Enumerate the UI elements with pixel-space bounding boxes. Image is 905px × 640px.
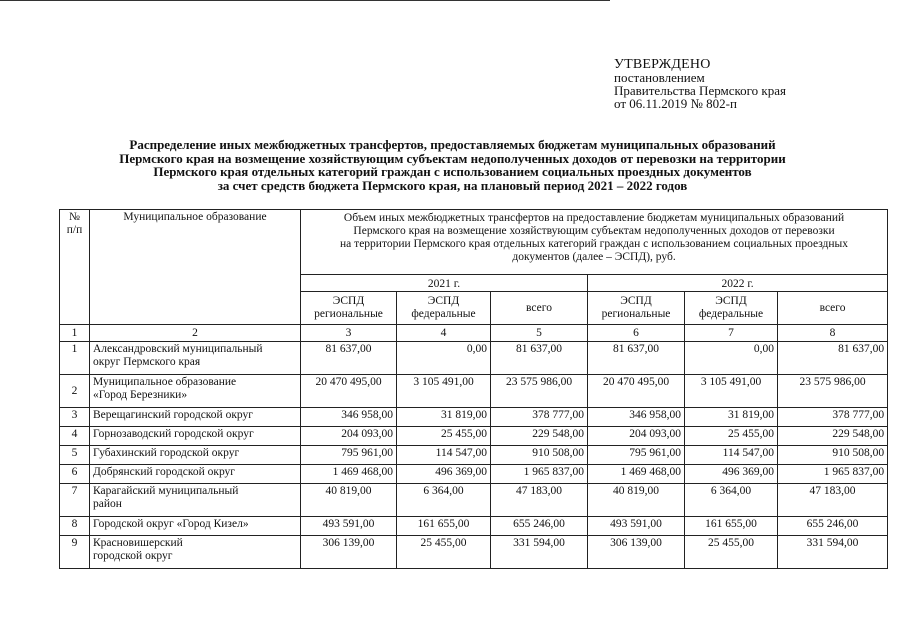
row-municipality: Горнозаводский городской округ xyxy=(90,427,301,446)
cell-2021-total: 910 508,00 xyxy=(491,446,588,465)
cell-2021-regional: 81 637,00 xyxy=(301,342,397,375)
table-row xyxy=(60,536,888,569)
header-volume-line-1: Объем иных межбюджетных трансфертов на предоставление бюджетам муниципальных образований xyxy=(343,212,845,224)
cell-2022-regional: 1 469 468,00 xyxy=(588,465,685,484)
row-municipality xyxy=(90,484,301,517)
cell-2022-total: 229 548,00 xyxy=(778,427,888,446)
header-num xyxy=(60,210,90,325)
row-municipality xyxy=(90,342,301,375)
table-row xyxy=(60,517,888,536)
approval-line-1: постановлением xyxy=(614,70,705,85)
cell-2022-federal: 6 364,00 xyxy=(685,484,778,517)
column-number: 6 xyxy=(588,325,685,342)
column-number: 8 xyxy=(778,325,888,342)
header-2022-regional-line-1: ЭСПД xyxy=(620,295,652,307)
row-number: 5 xyxy=(60,446,90,465)
header-2022-regional xyxy=(588,292,685,325)
table-row xyxy=(60,375,888,408)
row-number: 4 xyxy=(60,427,90,446)
cell-2021-federal: 114 547,00 xyxy=(397,446,491,465)
header-2021-federal-line-2: федеральные xyxy=(411,308,476,320)
row-number: 3 xyxy=(60,408,90,427)
header-2021-federal-line-1: ЭСПД xyxy=(427,295,460,307)
transfers-table xyxy=(59,209,888,569)
title-line-4: за счет средств бюджета Пермского края, на плановый период 2021 – 2022 годов xyxy=(217,177,688,193)
cell-2021-regional: 40 819,00 xyxy=(301,484,397,517)
cell-2021-regional: 306 139,00 xyxy=(301,536,397,569)
header-year-2022: 2022 г. xyxy=(588,275,888,292)
column-number: 3 xyxy=(301,325,397,342)
header-2022-federal-line-1: ЭСПД xyxy=(715,295,747,307)
row-municipality-line-1: Красновишерский xyxy=(93,537,183,549)
approval-block xyxy=(614,58,786,110)
row-number: 2 xyxy=(60,375,90,408)
approval-head: УТВЕРЖДЕНО xyxy=(614,57,711,72)
cell-2021-regional: 493 591,00 xyxy=(301,517,397,536)
row-number: 6 xyxy=(60,465,90,484)
cell-2022-regional: 204 093,00 xyxy=(588,427,685,446)
header-volume-line-3: на территории Пермского края отдельных категорий граждан с использованием социальных проездных xyxy=(340,238,849,250)
cell-2022-total: 655 246,00 xyxy=(778,517,888,536)
cell-2022-federal: 161 655,00 xyxy=(685,517,778,536)
header-2021-regional-line-1: ЭСПД xyxy=(332,295,365,307)
table-row xyxy=(60,427,888,446)
row-number: 7 xyxy=(60,484,90,517)
row-municipality-line-1: Карагайский муниципальный xyxy=(93,485,239,497)
row-municipality: Городской округ «Город Кизел» xyxy=(90,517,301,536)
cell-2022-federal: 496 369,00 xyxy=(685,465,778,484)
row-number: 9 xyxy=(60,536,90,569)
column-numbers-row xyxy=(60,325,888,342)
header-volume xyxy=(301,210,888,275)
row-municipality-line-1: Муниципальное образование xyxy=(93,376,237,388)
cell-2022-regional: 493 591,00 xyxy=(588,517,685,536)
column-number: 4 xyxy=(397,325,491,342)
row-number: 8 xyxy=(60,517,90,536)
header-year-2021: 2021 г. xyxy=(301,275,588,292)
column-number: 1 xyxy=(60,325,90,342)
column-number: 5 xyxy=(491,325,588,342)
row-municipality-line-1: Александровский муниципальный xyxy=(93,343,263,355)
header-num-line-1: № xyxy=(69,211,80,223)
cell-2021-total: 378 777,00 xyxy=(491,408,588,427)
cell-2021-regional: 346 958,00 xyxy=(301,408,397,427)
title-line-2: Пермского края на возмещение хозяйствующим субъектам недополученных доходов от перевозки на территории xyxy=(119,150,786,166)
cell-2022-total: 47 183,00 xyxy=(778,484,888,517)
header-num-line-2: п/п xyxy=(66,224,83,236)
cell-2022-federal: 25 455,00 xyxy=(685,536,778,569)
row-municipality xyxy=(90,375,301,408)
cell-2022-total: 81 637,00 xyxy=(778,342,888,375)
cell-2022-total: 910 508,00 xyxy=(778,446,888,465)
cell-2022-total: 23 575 986,00 xyxy=(778,375,888,408)
cell-2022-federal: 25 455,00 xyxy=(685,427,778,446)
table-row xyxy=(60,465,888,484)
column-number: 7 xyxy=(685,325,778,342)
cell-2021-total: 47 183,00 xyxy=(491,484,588,517)
cell-2021-federal: 3 105 491,00 xyxy=(397,375,491,408)
cell-2021-federal: 496 369,00 xyxy=(397,465,491,484)
approval-line-2: Правительства Пермского края xyxy=(614,83,786,98)
row-municipality-line-2: округ Пермского края xyxy=(93,356,201,368)
cell-2021-federal: 25 455,00 xyxy=(397,536,491,569)
row-number: 1 xyxy=(60,342,90,375)
document-title xyxy=(30,138,875,192)
cell-2021-federal: 31 819,00 xyxy=(397,408,491,427)
approval-line-3: от 06.11.2019 № 802-п xyxy=(614,96,737,111)
header-2022-regional-line-2: региональные xyxy=(601,308,671,320)
cell-2021-regional: 1 469 468,00 xyxy=(301,465,397,484)
row-municipality: Добрянский городской округ xyxy=(90,465,301,484)
header-2022-federal xyxy=(685,292,778,325)
table-row xyxy=(60,484,888,517)
header-2021-total: всего xyxy=(491,292,588,325)
header-2022-federal-line-2: федеральные xyxy=(698,308,764,320)
cell-2021-federal: 6 364,00 xyxy=(397,484,491,517)
cell-2022-regional: 795 961,00 xyxy=(588,446,685,465)
cell-2022-federal: 31 819,00 xyxy=(685,408,778,427)
table-row xyxy=(60,408,888,427)
title-line-1: Распределение иных межбюджетных трансфертов, предоставляемых бюджетам муниципальных образований xyxy=(129,137,776,152)
row-municipality: Губахинский городской округ xyxy=(90,446,301,465)
cell-2021-total: 229 548,00 xyxy=(491,427,588,446)
cell-2022-regional: 306 139,00 xyxy=(588,536,685,569)
header-2021-federal xyxy=(397,292,491,325)
row-municipality xyxy=(90,536,301,569)
row-municipality-line-2: район xyxy=(93,498,122,510)
cell-2021-federal: 25 455,00 xyxy=(397,427,491,446)
cell-2021-federal: 0,00 xyxy=(397,342,491,375)
cell-2021-total: 1 965 837,00 xyxy=(491,465,588,484)
cell-2022-federal: 3 105 491,00 xyxy=(685,375,778,408)
column-number: 2 xyxy=(90,325,301,342)
cell-2022-federal: 0,00 xyxy=(685,342,778,375)
cell-2022-total: 331 594,00 xyxy=(778,536,888,569)
header-municipality: Муниципальное образование xyxy=(90,210,301,325)
cell-2021-regional: 204 093,00 xyxy=(301,427,397,446)
table-row xyxy=(60,446,888,465)
cell-2022-total: 1 965 837,00 xyxy=(778,465,888,484)
table-row xyxy=(60,342,888,375)
header-volume-line-2: Пермского края на возмещение хозяйствующим субъектам недополученных доходов от перевозки xyxy=(353,225,835,237)
header-2021-regional xyxy=(301,292,397,325)
cell-2021-federal: 161 655,00 xyxy=(397,517,491,536)
cell-2021-total: 23 575 986,00 xyxy=(491,375,588,408)
cell-2021-total: 655 246,00 xyxy=(491,517,588,536)
cell-2022-regional: 346 958,00 xyxy=(588,408,685,427)
cell-2022-regional: 20 470 495,00 xyxy=(588,375,685,408)
cell-2022-federal: 114 547,00 xyxy=(685,446,778,465)
header-2021-regional-line-2: региональные xyxy=(314,308,383,320)
cell-2021-regional: 795 961,00 xyxy=(301,446,397,465)
cell-2021-total: 81 637,00 xyxy=(491,342,588,375)
cell-2022-regional: 40 819,00 xyxy=(588,484,685,517)
top-rule xyxy=(0,0,610,1)
cell-2022-regional: 81 637,00 xyxy=(588,342,685,375)
title-line-3: Пермского края отдельных категорий граждан с использованием социальных проездных документов xyxy=(153,164,752,179)
header-row-1 xyxy=(60,210,888,275)
row-municipality-line-2: городской округ xyxy=(93,550,173,562)
header-2022-total: всего xyxy=(778,292,888,325)
header-volume-line-4: документов (далее – ЭСПД), руб. xyxy=(512,251,676,263)
row-municipality-line-2: «Город Березники» xyxy=(93,389,188,401)
cell-2022-total: 378 777,00 xyxy=(778,408,888,427)
row-municipality: Верещагинский городской округ xyxy=(90,408,301,427)
cell-2021-total: 331 594,00 xyxy=(491,536,588,569)
cell-2021-regional: 20 470 495,00 xyxy=(301,375,397,408)
